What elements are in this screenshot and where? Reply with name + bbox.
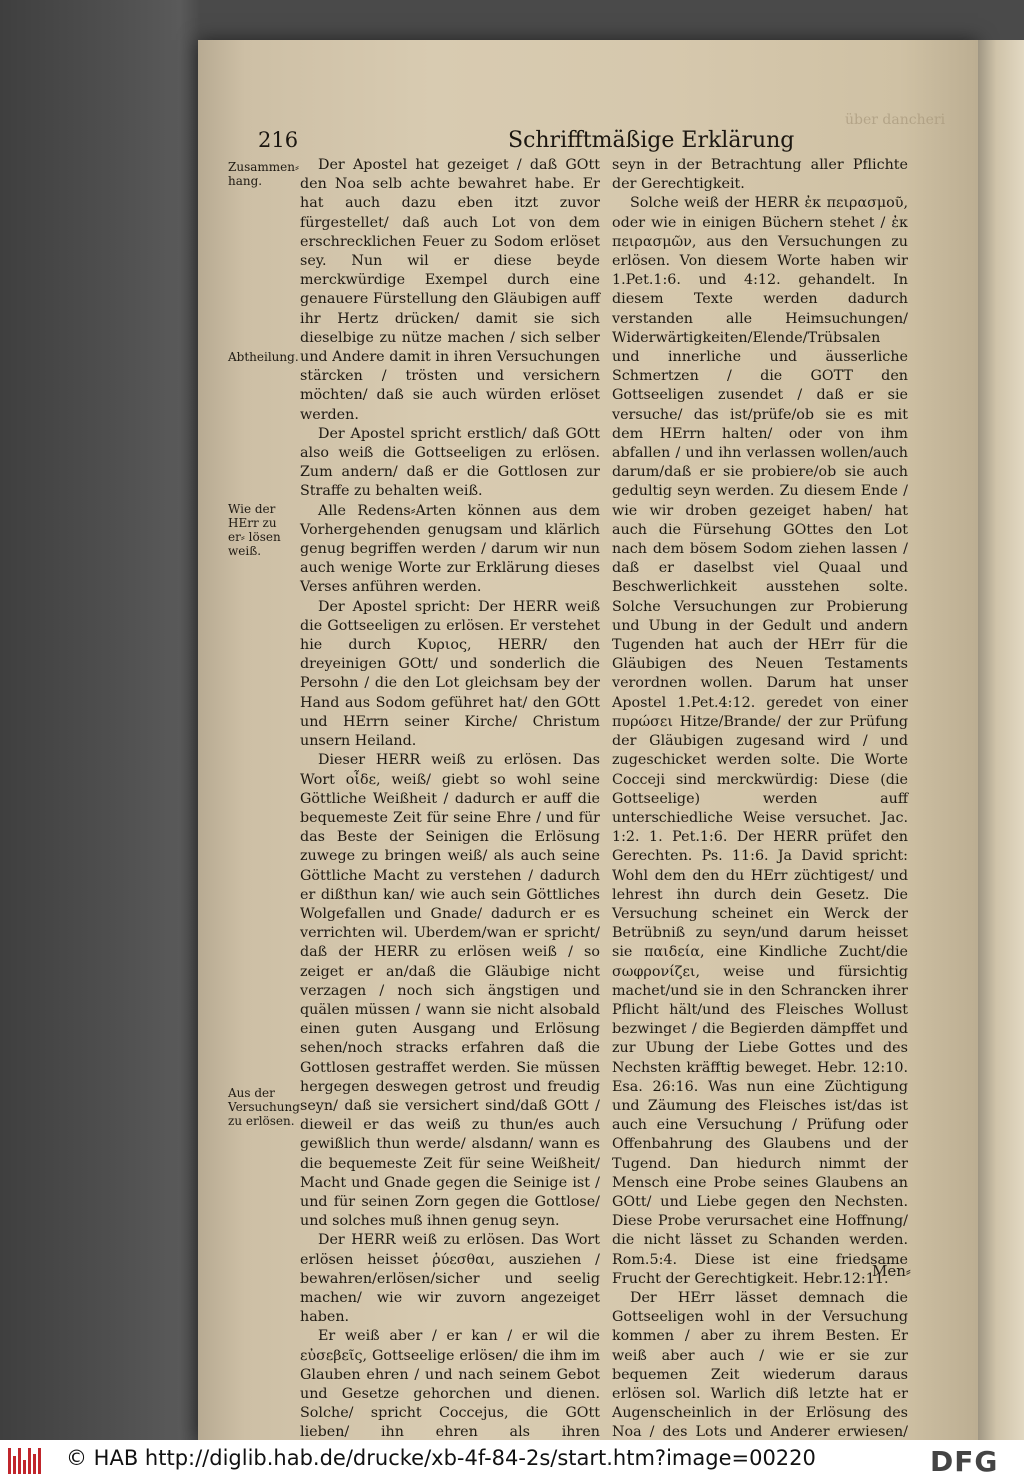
catchword: Men⸗ (872, 1262, 911, 1280)
paragraph: Er weiß aber / er kan / er wil die εὐσεβεῖς, Gottseelige erlösen/ die ihm im Glauben ehren / und nach seinem Gebot und Gesetze gehorchen und dienen. Solche/ spricht Coccejus, die GOtt lieben/ ihn ehren als ihren (300, 1328, 600, 1440)
margin-note-wie-der-herr: Wie der HErr zu er⸗ lösen weiß. (228, 502, 281, 558)
left-text-column (300, 156, 600, 1440)
paragraph: Der Apostel hat gezeiget / daß GOtt den Noa selb achte bewahret habe. Er hat auch dazu eben itzt zuvor fürgestellet/ daß auch Lot von dem erschrecklichen Feuer zu Sodom erlöset sey. Nun wil er diese beyde merckwürdige Exempel durch eine genauere Fürstellung den Gläubigen auff ihr Hertz drücken/ damit sie sich dieselbige zu nütze machen / sich selber und Andere damit in ihren Versuchungen stärcken / trösten und versichern möchten/ daß sie auch würden erlöset werden. (300, 157, 600, 423)
margin-note-zusammenhang: Zusammen⸗ hang. (228, 160, 299, 188)
paragraph: Der HErr lässet demnach die Gottseeligen wohl in der Versuchung kommen / aber zu ihrem Besten. Er weiß aber auch / wie er sie zur bequemen Zeit wiederum daraus erlösen sol. Warlich diß letzte hat er Augenscheinlich in der Erlösung des Noa / des Lots und Anderer erwiesen/ (612, 1289, 908, 1440)
hab-barcode-logo-icon (8, 1448, 50, 1474)
paragraph: Solche weiß der HERR ἐκ πειρασμοῦ, oder wie in einigen Büchern stehet / ἐκ πειρασμῶν, aus den Versuchungen zu erlösen. Von diesem Worte haben wir 1.Pet.1:6. und 4:12. gehandelt. In diesem Texte werden dadurch verstanden alle Heimsuchungen/ Widerwärtigkeiten/Elende/Trübsalen und innerliche und äusserliche Schmertzen / die GOTT den Gottseeligen zusendet / daß er sie versuche/ das ist/prüfe/ob sie es mit dem HErrn halten/ oder von ihm abfallen / und ihn verlassen wollen/auch darum/daß er sie probiere/ob sie auch gedultig seyn werden. Zu diesem Ende / wie wir droben gezeiget haben/ hat auch die Fürsehung GOttes den Lot nach dem bösem Sodom ziehen lassen / daß er daselbst viel Quaal und Beschwerlichkeit ausstehen solte. Solche Versuchungen zur Probierung und Ubung in der Gedult und andern Tugenden hat auch der HErr für die Gläubigen des Neuen Testaments verordnen wollen. Darum hat unser Apostel 1.Pet.4:12. geredet von einer πυρώσει Hitze/Brande/ der zur Prüfung der Gläubigen zugesand wird / und zugeschicket werden solte. Die Worte Cocceji sind merckwürdig: Diese (die Gottseelige) werden auff unterschiedliche Weise versuchet. Jac. 1:2. 1. Pet.1:6. Der HERR prüfet den Gerechten. Ps. 11:6. Ja David spricht: Wohl dem den du HErr züchtigest/ und lehrest ihn durch dein Gesetz. Die Versuchung scheinet ein Werck der Betrübniß zu seyn/und darum heisset sie παιδεία, eine Kindliche Zucht/die σωφρονίζει, weise und fürsichtig machet/und sie in den Schrancken ihrer Pflicht hält/und des Fleisches Wollust bezwinget / die Begierden dämpffet und zur Ubung der Liebe Gottes und des Nechsten kräfftig beweget. Hebr. 12:10. Esa. 26:16. Was nun eine Züchtigung und Zäumung des Fleisches ist/das ist auch eine Versuchung / Prüfung oder Offenbahrung des Glaubens und der Tugend. Dan hiedurch nimmt der Mensch eine Probe seines Glaubens an GOtt/ und Liebe gegen den Nechsten. Diese Probe verursachet eine Hoffnung/ die nicht lässet zu Schanden werden. Rom.5:4. Diese ist eine friedsame Frucht der Gerechtigkeit. Hebr.12:11. (612, 195, 908, 1287)
paragraph: seyn in der Betrachtung aller Pflichte der Gerechtigkeit. (612, 157, 908, 193)
paragraph: Der Apostel spricht erstlich/ daß GOtt also weiß die Gottseeligen zu erlösen. Zum andern/ daß er die Gottlosen zur Straffe zu behalten weiß. (300, 425, 600, 500)
page-header (218, 128, 795, 156)
facing-page-edge (978, 40, 1024, 1440)
margin-note-aus-der-versuchung: Aus der Versuchung zu erlösen. (228, 1086, 300, 1128)
paragraph: Der HERR weiß zu erlösen. Das Wort erlösen heisset ῥύεσθαι, ausziehen / bewahren/erlösen/sicher und seelig machen/ wie wir zuvorn angezeiget haben. (300, 1232, 600, 1326)
paragraph: Der Apostel spricht: Der HERR weiß die Gottseeligen zu erlösen. Er verstehet hie durch Κυριος, HERR/ den dreyeinigen GOtt/ und sonderlich die Persohn / die den Lot gleichsam bey der Hand aus Sodom geführet hat/ den GOtt und HErrn seiner Kirche/ Christum unsern Heiland. (300, 598, 600, 750)
right-text-column (612, 156, 908, 1440)
margin-note-abtheilung: Abtheilung. (228, 350, 299, 364)
paragraph: Dieser HERR weiß zu erlösen. Das Wort οἶδε, weiß/ giebt so wohl seine Göttliche Weißheit / dadurch er auff die bequemeste Zeit für seine Ehre / und für das Beste der Seinigen die Erlösung zuwege zu bringen weiß/ als auch seine Göttliche Macht zu verstehen / dadurch er dißthun kan/ wie auch sein Göttliches Wolgefallen und Gnade/ dadurch er es verrichten wil. Uberdem/wan er spricht/ daß der HERR zu erlösen weiß / so zeiget er an/daß die Gläubige nicht verzagen / noch sich ängstigen und quälen müssen / wann sie nicht alsobald einen guten Ausgang und Erlösung sehen/noch stracks erfahren daß die Gottlosen gestraffet werden. Sie müssen hergegen deswegen getrost und freudig seyn/ daß sie versichert sind/daß GOtt / dieweil er das weiß zu thun/es auch gewißlich thun werde/ alsdann/ wann es die bequemeste Zeit für seine Weißheit/ Macht und Gnade gegen die Seinige ist / und für seinen Zorn gegen die Gottlose/ und solches muß ihnen genug seyn. (300, 752, 600, 1230)
running-head: Schrifftmäßige Erklärung (508, 128, 795, 153)
paragraph: Alle Redens⸗Arten können aus dem Vorhergehenden genugsam und klärlich genug begriffen werden / darum wir nun auch wenige Worte zur Erklärung dieses Verses anführen werden. (300, 502, 600, 596)
copyright-link[interactable]: © HAB http://diglib.hab.de/drucke/xb-4f-84-2s/start.htm?image=00220 (66, 1446, 816, 1470)
dfg-logo: DFG (930, 1445, 999, 1478)
viewer-footer (0, 1440, 1024, 1481)
bleed-through-text: über dancheri (845, 112, 946, 128)
page-number: 216 (258, 128, 299, 152)
